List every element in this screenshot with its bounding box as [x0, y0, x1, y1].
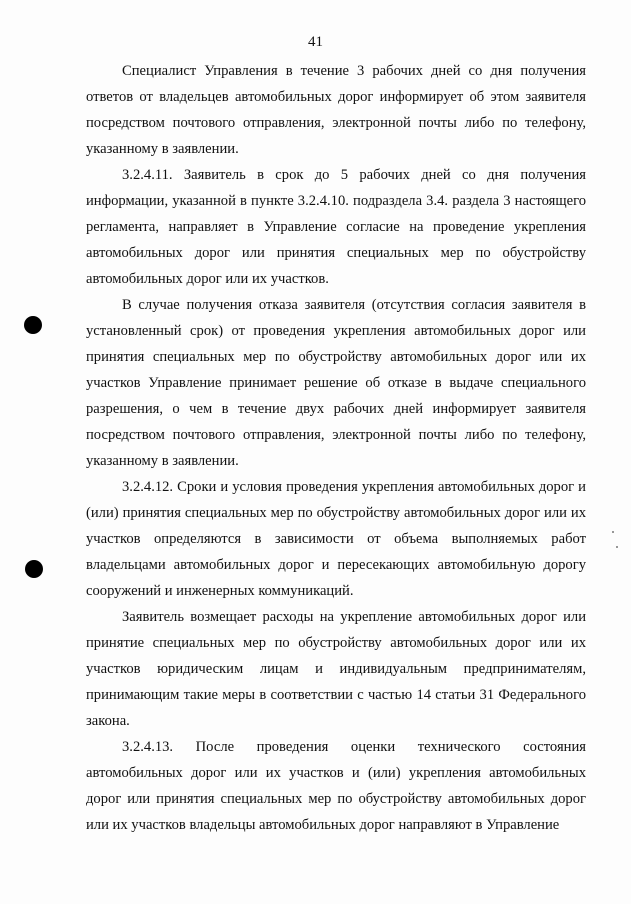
paragraph: Специалист Управления в течение 3 рабочих дней со дня получения ответов от владельцев автомобильных дорог информирует об этом заявителя посредством почтового отправления, электронной почты либо по телефону, указанному в заявлении.: [86, 63, 586, 157]
paragraph: 3.2.4.13. После проведения оценки технического состояния автомобильных дорог или их участков и (или) укрепления автомобильных дорог или принятия специальных мер по обустройству автомобильных дорог или их участков владельцы автомобильных дорог направляют в Управление: [86, 739, 586, 833]
paragraph: 3.2.4.12. Сроки и условия проведения укрепления автомобильных дорог и (или) принятия специальных мер по обустройству автомобильных дорог или их участков определяются в зависимости от объема выполняемых работ владельцами автомобильных дорог и пересекающих автомобильную дорогу сооружений и инженерных коммуникаций.: [86, 479, 586, 599]
punch-hole-mark: [24, 316, 42, 334]
scan-speck: [616, 546, 618, 548]
document-body: [86, 58, 586, 838]
punch-hole-mark: [25, 560, 43, 578]
paragraph: 3.2.4.11. Заявитель в срок до 5 рабочих дней со дня получения информации, указанной в пункте 3.2.4.10. подраздела 3.4. раздела 3 настоящего регламента, направляет в Управление согласие на проведение укрепления автомобильных дорог или принятия специальных мер по обустройству автомобильных дорог или их участков.: [86, 167, 586, 287]
page-number: 41: [308, 34, 323, 50]
scan-speck: [612, 531, 614, 533]
paragraph: Заявитель возмещает расходы на укрепление автомобильных дорог или принятие специальных мер по обустройству автомобильных дорог или их участков юридическим лицам и индивидуальным предпринимателям, принимающим такие меры в соответствии с частью 14 статьи 31 Федерального закона.: [86, 609, 586, 729]
paragraph: В случае получения отказа заявителя (отсутствия согласия заявителя в установленный срок) от проведения укрепления автомобильных дорог или принятия специальных мер по обустройству автомобильных дорог или их участков Управление принимает решение об отказе в выдаче специального разрешения, о чем в течение двух рабочих дней информирует заявителя посредством почтового отправления, электронной почты либо по телефону, указанному в заявлении.: [86, 297, 586, 469]
